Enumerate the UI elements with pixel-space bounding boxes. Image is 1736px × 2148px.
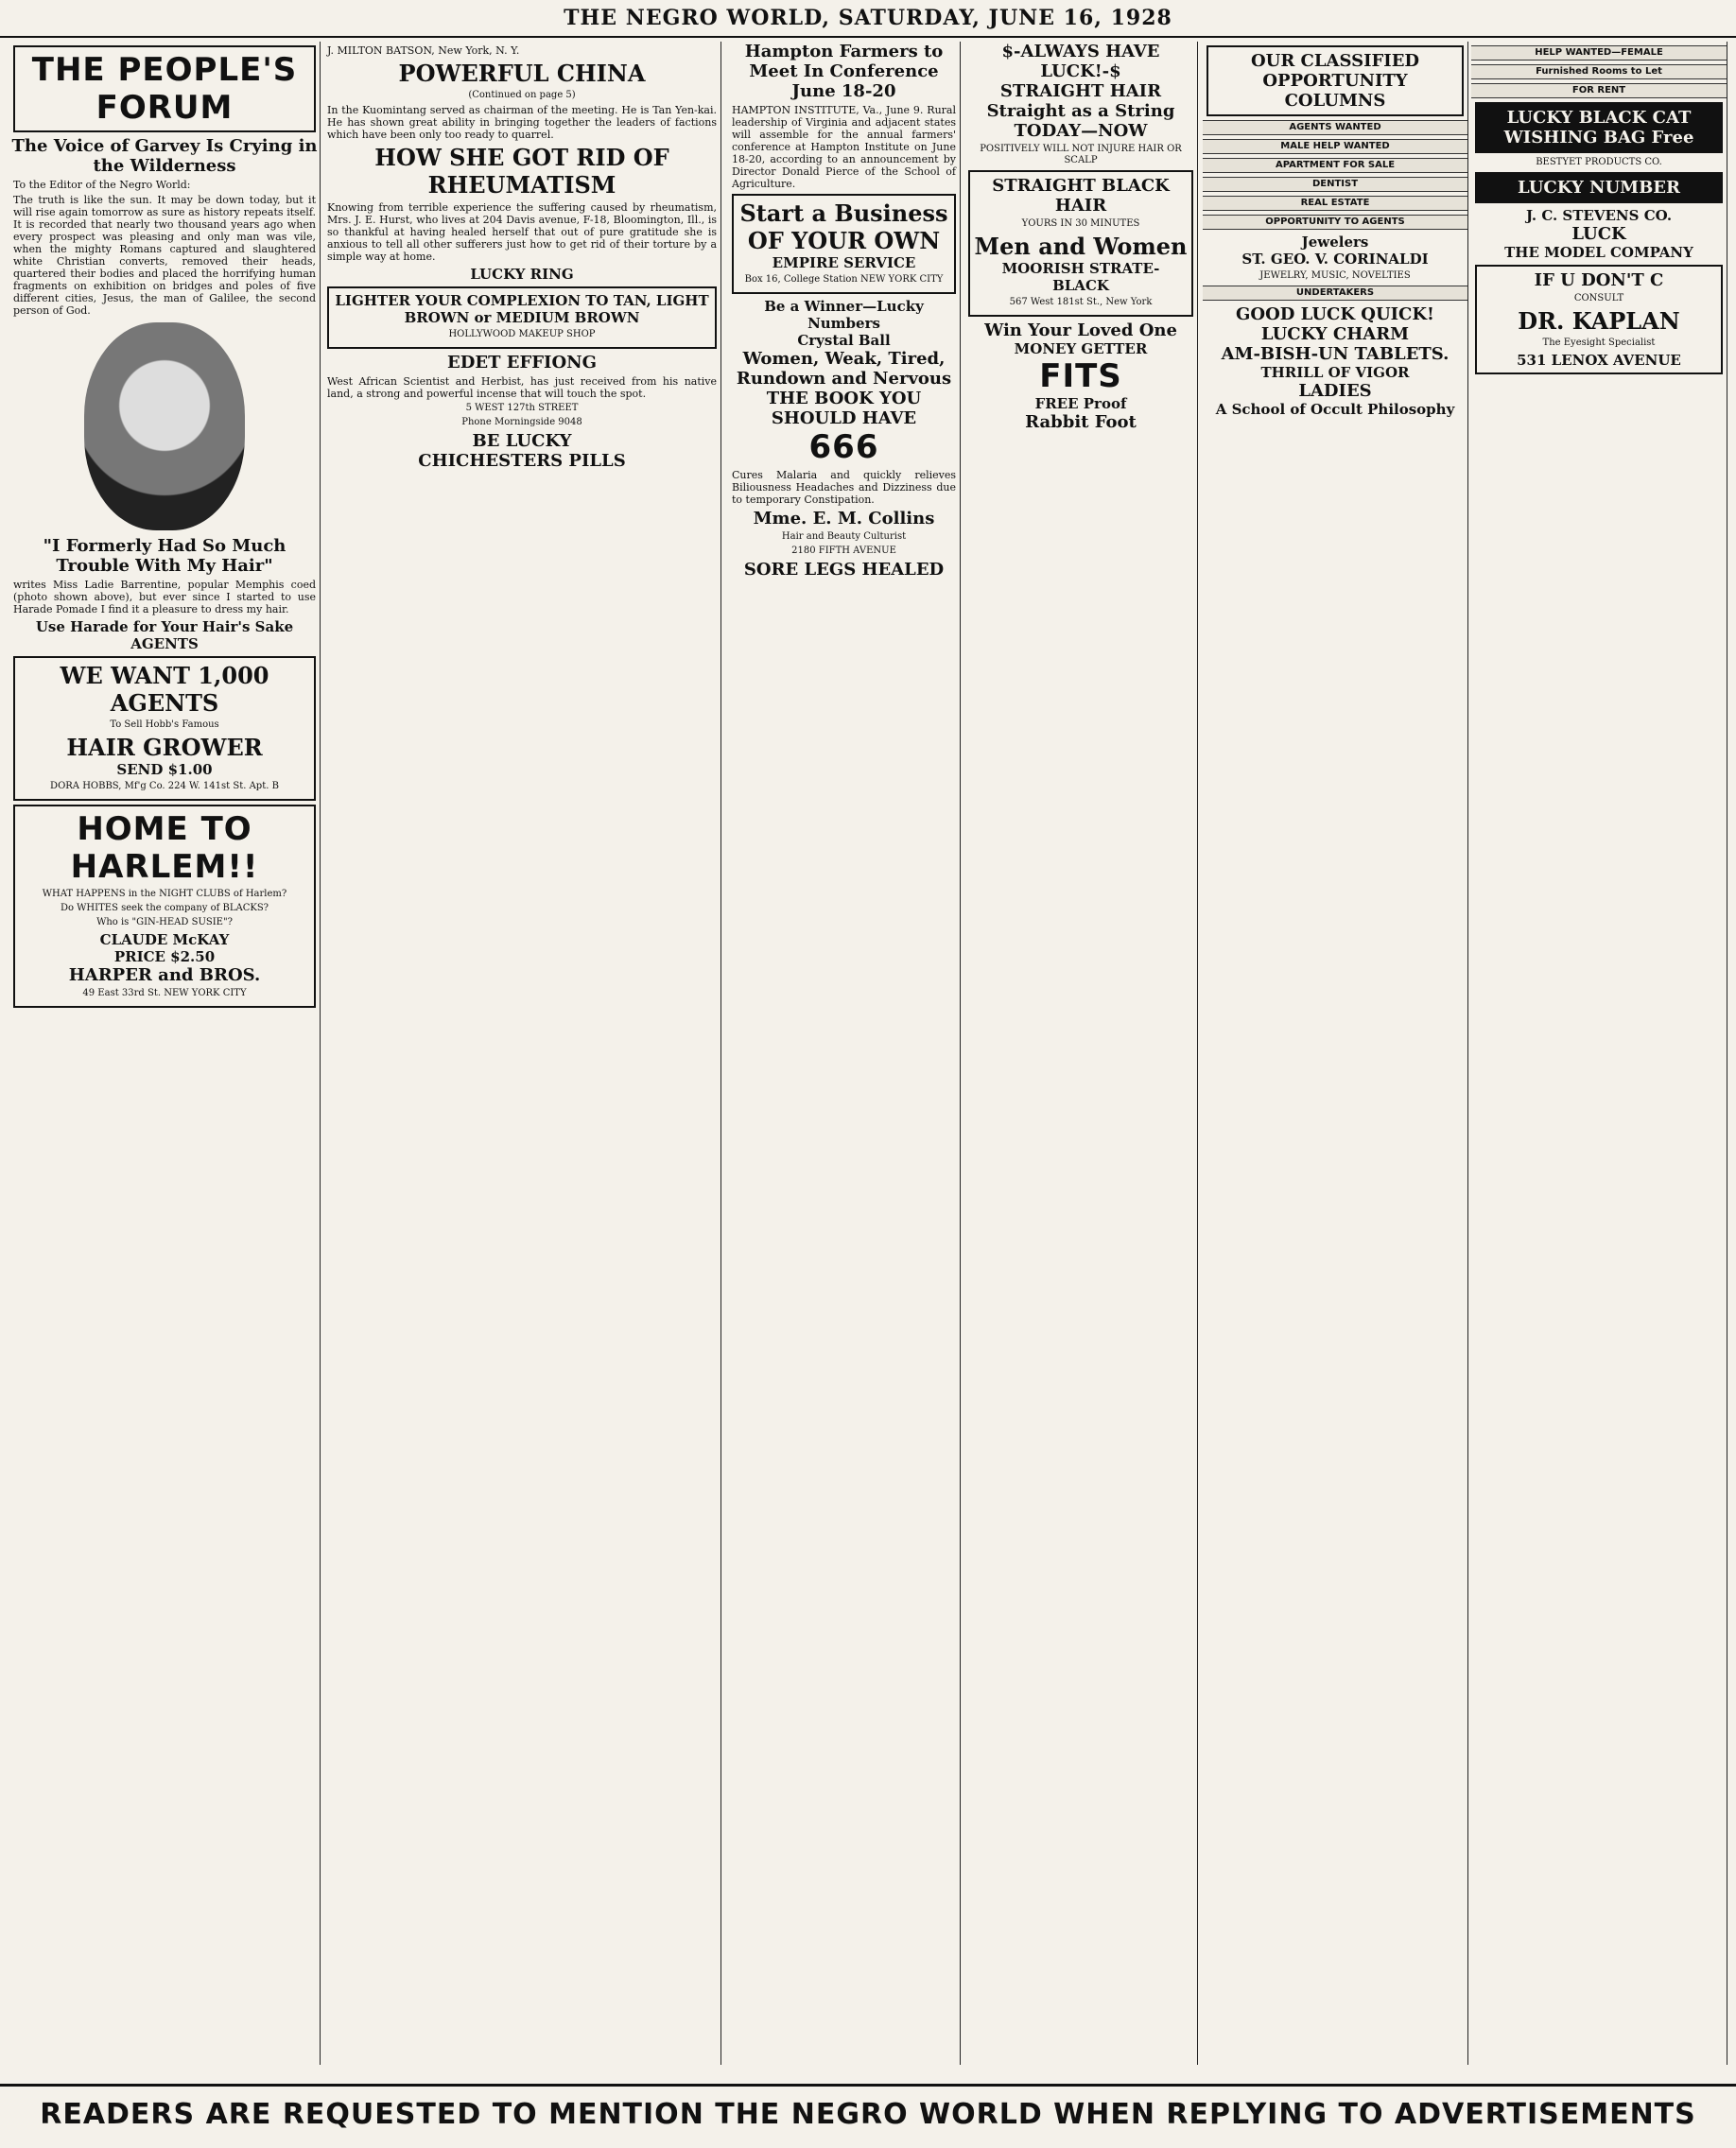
kaplan-ad	[1475, 265, 1723, 374]
forum-title: THE PEOPLE'S FORUM	[31, 51, 298, 127]
column-1	[9, 42, 321, 2065]
rheumatism-body: Knowing from terrible experience the suffering caused by rheumatism, Mrs. J. E. Hurst, who lives at 204 Davis avenue, F-18, Bloomington, Ill., is so thankful at having healed herself that out of pure gratitude she is anxious to tell all other sufferers just how to get rid of their torture by a simple way at home.	[327, 201, 717, 263]
portrait-photo	[84, 322, 245, 530]
sbh-sub: YOURS IN 30 MINUTES	[1021, 218, 1140, 229]
sbh-ad	[968, 170, 1193, 317]
hobbs-address: DORA HOBBS, Mf'g Co. 224 W. 141st St. Apt. B	[50, 781, 279, 791]
edet-title: EDET EFFIONG	[447, 353, 597, 372]
if-u-dont: IF U DON'T C	[1534, 270, 1664, 290]
footer-banner: READERS ARE REQUESTED TO MENTION THE NEGRO WORLD WHEN REPLYING TO ADVERTISEMENTS	[0, 2084, 1736, 2143]
rheumatism-title: HOW SHE GOT RID OF RHEUMATISM	[374, 144, 669, 199]
business-ad	[732, 194, 956, 294]
winner: Be a Winner—Lucky Numbers	[764, 298, 924, 332]
agents-wanted: AGENTS WANTED	[1203, 120, 1467, 135]
lucky-ring: LUCKY RING	[470, 266, 574, 283]
powerful-china-title: POWERFUL CHINA	[398, 60, 646, 87]
rabbit-foot: Rabbit Foot	[1025, 412, 1137, 432]
column-6	[1471, 42, 1727, 2065]
collins-address: 2180 FIFTH AVENUE	[791, 546, 896, 556]
hollywood-title: LIGHTER YOUR COMPLEXION TO TAN, LIGHT BROWN or MEDIUM BROWN	[335, 292, 709, 326]
powerful-china-cont: (Continued on page 5)	[468, 90, 576, 100]
classified-title: OUR CLASSIFIED OPPORTUNITY COLUMNS	[1250, 51, 1420, 111]
crystal: Crystal Ball	[797, 332, 891, 349]
hobbs-price: SEND $1.00	[116, 761, 213, 778]
empire: EMPIRE SERVICE	[772, 254, 916, 271]
lechler-address: 567 West 181st St., New York	[1009, 297, 1153, 307]
be-lucky: BE LUCKY	[472, 431, 572, 451]
hobbs-ad	[13, 656, 316, 801]
for-rent: FOR RENT	[1471, 83, 1727, 98]
edet-address: 5 WEST 127th STREET	[465, 403, 579, 413]
forum-header	[13, 45, 316, 132]
column-4	[964, 42, 1198, 2065]
harlem-q1: WHAT HAPPENS in the NIGHT CLUBS of Harlem?	[42, 889, 287, 899]
women-title: Women, Weak, Tired, Rundown and Nervous	[736, 349, 952, 389]
letter-title: The Voice of Garvey Is Crying in the Wilderness	[11, 136, 318, 176]
money-getter: MONEY GETTER	[1014, 340, 1148, 357]
collins-sub: Hair and Beauty Culturist	[781, 531, 907, 542]
dentist: DENTIST	[1203, 177, 1467, 192]
win-title: Win Your Loved One	[984, 320, 1177, 340]
luck-title: $-ALWAYS HAVE LUCK!-$	[1001, 42, 1160, 81]
thrill: THRILL OF VIGOR	[1260, 364, 1410, 381]
blackcat-address: BESTYET PRODUCTS CO.	[1536, 157, 1662, 167]
edet-body: West African Scientist and Herbist, has just received from his native land, a strong and powerful incense that will touch the spot.	[327, 375, 717, 400]
hobbs-product: HAIR GROWER	[66, 734, 263, 761]
harlem-q3: Who is "GIN-HEAD SUSIE"?	[96, 917, 233, 927]
six-six-six: 666	[808, 428, 879, 466]
kaplan-sub: The Eyesight Specialist	[1542, 338, 1656, 348]
six-body: Cures Malaria and quickly relieves Biliousness Headaches and Dizziness due to temporary Constipation.	[732, 469, 956, 506]
undertakers: UNDERTAKERS	[1203, 286, 1467, 301]
book-title: THE BOOK YOU SHOULD HAVE	[766, 389, 922, 428]
harlem-author: CLAUDE McKAY	[99, 931, 230, 948]
sbh-who: Men and Women	[974, 233, 1188, 260]
business-title: Start a Business OF YOUR OWN	[739, 199, 948, 254]
hair-ad-sign: Use Harade for Your Hair's Sake	[35, 618, 294, 635]
hobbs-title: WE WANT 1,000 AGENTS	[60, 662, 269, 717]
harlem-publisher: HARPER and BROS.	[68, 965, 261, 985]
column-5	[1203, 42, 1468, 2065]
opportunity: OPPORTUNITY TO AGENTS	[1203, 215, 1467, 230]
letter-body: The truth is like the sun. It may be down today, but it will rise again tomorrow as sure as history repeats itself. It is recorded that nearly two thousand years ago when every prospect was pleasing and only man was vile, when the mighty Romans captured and slaughtered white Christian converts, removed their heads, quartered their bodies and placed the horrifying human fragments on exhibition on bridges and poles of five different cities, Jesus, the man of Galilee, the second person of God.	[13, 194, 316, 317]
blackcat-title: LUCKY BLACK CAT WISHING BAG Free	[1503, 108, 1694, 147]
hampton-body: HAMPTON INSTITUTE, Va., June 9. Rural leadership of Virginia and adjacent states will assemble for the annual farmers' conference at Hampton Institute on June 18-20, according to an announcement by Director Donald Pierce of the School of Agriculture.	[732, 104, 956, 190]
blackcat-ad	[1475, 102, 1723, 153]
jewelers: Jewelers	[1301, 234, 1369, 251]
masthead: THE NEGRO WORLD, SATURDAY, JUNE 16, 1928	[0, 0, 1736, 38]
luck: LUCK	[1571, 224, 1626, 244]
sore-legs: SORE LEGS HEALED	[743, 560, 945, 580]
classified-header	[1207, 45, 1464, 116]
consult: CONSULT	[1573, 293, 1624, 303]
stevens: J. C. STEVENS CO.	[1525, 207, 1673, 224]
furnished: Furnished Rooms to Let	[1471, 64, 1727, 79]
hollywood-ad	[327, 286, 717, 349]
moorish: MOORISH STRATE-BLACK	[1001, 260, 1160, 294]
kaplan-address: 531 LENOX AVENUE	[1517, 352, 1681, 369]
hampton-title: Hampton Farmers to Meet In Conference June 18-20	[744, 42, 944, 101]
harlem-address: 49 East 33rd St. NEW YORK CITY	[82, 988, 247, 998]
straight-body: POSITIVELY WILL NOT INJURE HAIR OR SCALP	[980, 144, 1182, 165]
chichesters: CHICHESTERS PILLS	[418, 451, 626, 471]
real-estate: REAL ESTATE	[1203, 196, 1467, 211]
hollywood-shop: HOLLYWOOD MAKEUP SHOP	[448, 329, 596, 339]
letter-to: To the Editor of the Negro World:	[13, 179, 191, 191]
straight-title: STRAIGHT HAIR Straight as a String TODAY—NOW	[986, 81, 1175, 141]
occult: A School of Occult Philosophy	[1215, 401, 1455, 418]
home-to-harlem-ad	[13, 805, 316, 1008]
help-female: HELP WANTED—FEMALE	[1471, 45, 1727, 61]
powerful-china-body: In the Kuomintang served as chairman of the meeting. He is Tan Yen-kai. He has shown great ability in bringing together the leaders of factions which have been only too ready to quarrel.	[327, 104, 717, 141]
edet-phone: Phone Morningside 9048	[461, 417, 582, 427]
lucky-charm: LUCKY CHARM	[1260, 324, 1410, 344]
corinaldi: ST. GEO. V. CORINALDI	[1241, 251, 1429, 268]
harlem-title: HOME TO HARLEM!!	[70, 810, 259, 886]
hair-ad-body: writes Miss Ladie Barrentine, popular Memphis coed (photo shown above), but ever since I started to use Harade Pomade I find it a pleasure to dress my hair.	[13, 579, 316, 615]
lucky-number-ad	[1475, 172, 1723, 203]
agents-label: AGENTS	[130, 635, 199, 652]
fits-free: FREE Proof	[1034, 395, 1127, 412]
sbh-title: STRAIGHT BLACK HAIR	[992, 176, 1170, 216]
ladies: LADIES	[1298, 381, 1372, 401]
model-company: THE MODEL COMPANY	[1504, 244, 1693, 261]
kaplan: DR. KAPLAN	[1518, 307, 1680, 335]
male-help: MALE HELP WANTED	[1203, 139, 1467, 154]
column-2	[323, 42, 721, 2065]
letter-sign: J. MILTON BATSON, New York, N. Y.	[327, 44, 520, 57]
harlem-price: PRICE $2.50	[113, 948, 216, 965]
lucky-number: LUCKY NUMBER	[1518, 178, 1680, 198]
good-luck: GOOD LUCK QUICK!	[1236, 304, 1434, 324]
empire-address: Box 16, College Station NEW YORK CITY	[744, 274, 944, 285]
column-3	[728, 42, 961, 2065]
harlem-q2: Do WHITES seek the company of BLACKS?	[60, 903, 269, 913]
ambishun: AM-BISH-UN TABLETS.	[1221, 344, 1450, 364]
fits: FITS	[1039, 357, 1122, 395]
corinaldi-sub: JEWELRY, MUSIC, NOVELTIES	[1259, 270, 1411, 281]
hair-ad-title: "I Formerly Had So Much Trouble With My Hair"	[43, 536, 286, 576]
apartment: APARTMENT FOR SALE	[1203, 158, 1467, 173]
collins: Mme. E. M. Collins	[753, 509, 935, 528]
hobbs-sub: To Sell Hobb's Famous	[110, 719, 219, 730]
